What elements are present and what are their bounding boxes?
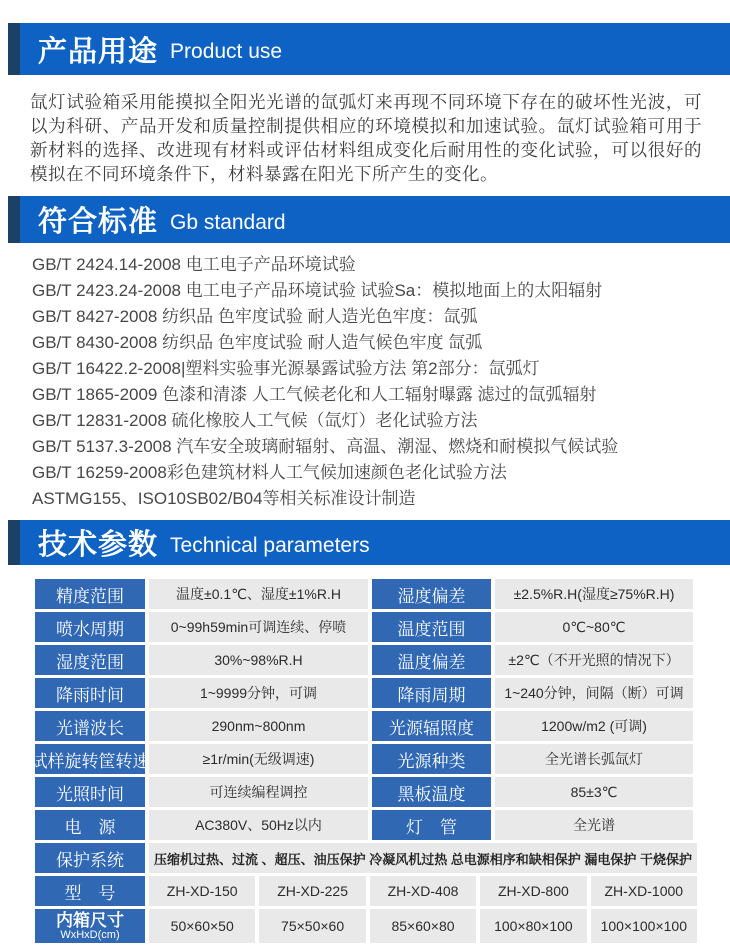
- param-label: 温度偏差: [372, 645, 491, 675]
- param-value: 290nm~800nm: [149, 711, 368, 741]
- param-label: 光照时间: [35, 777, 145, 807]
- standard-line: GB/T 1865-2009 色漆和清漆 人工气候老化和人工辐射曝露 滤过的氙弧辐射: [32, 385, 597, 404]
- dimension-value: 100×80×100: [480, 909, 586, 943]
- banner-bar: [20, 23, 730, 75]
- param-label: 光谱波长: [35, 711, 145, 741]
- param-label: 黑板温度: [372, 777, 491, 807]
- protection-row: [35, 843, 697, 873]
- dimensions-label-sub: WxHxD(cm): [60, 928, 120, 941]
- param-row: [35, 777, 697, 807]
- dimensions-row: [35, 909, 697, 943]
- param-rows: [30, 579, 697, 840]
- model-value: ZH-XD-225: [259, 876, 365, 906]
- dimension-value: 85×60×80: [370, 909, 476, 943]
- param-value: 0℃~80℃: [495, 612, 693, 642]
- dimensions-label-main: 内箱尺寸: [56, 910, 124, 930]
- standard-line: GB/T 8430-2008 纺织品 色牢度试验 耐人造气候色牢度 氙弧: [32, 333, 483, 352]
- param-value: 1200w/m2 (可调): [495, 711, 693, 741]
- section-title-cn: 符合标准: [38, 206, 159, 238]
- param-row: [35, 612, 697, 642]
- model-row: [35, 876, 697, 906]
- dimension-value: 75×50×60: [259, 909, 365, 943]
- param-value: 30%~98%R.H: [149, 645, 368, 675]
- param-row: [35, 645, 697, 675]
- banner-bar: [20, 520, 730, 565]
- model-values: [149, 876, 697, 906]
- model-value: ZH-XD-800: [480, 876, 586, 906]
- section-title-en: Gb standard: [170, 210, 286, 234]
- param-label: 灯 管: [372, 810, 491, 840]
- banner-left-stripe: [8, 196, 20, 243]
- standard-line: GB/T 16259-2008彩色建筑材料人工气候加速颜色老化试验方法: [32, 463, 507, 482]
- standard-line: GB/T 16422.2-2008|塑料实验事光源暴露试验方法 第2部分：氙弧灯: [32, 359, 540, 378]
- param-label: 光源辐照度: [372, 711, 491, 741]
- param-row: [35, 711, 697, 741]
- protection-value: 压缩机过热、过流 、超压、油压保护 冷凝风机过热 总电源相序和缺相保护 漏电保护 干烧保护: [149, 843, 697, 873]
- dimension-values: [149, 909, 697, 943]
- param-value: ±2.5%R.H(湿度≥75%R.H): [495, 579, 693, 609]
- standard-line: GB/T 2423.24-2008 电工电子产品环境试验 试验Sa：模拟地面上的太阳辐射: [32, 281, 603, 300]
- model-label: 型 号: [35, 876, 145, 906]
- section-title-cn: 技术参数: [38, 529, 159, 561]
- model-value: ZH-XD-1000: [591, 876, 697, 906]
- banner-left-stripe: [8, 23, 20, 75]
- param-value: 1~9999分钟，可调: [149, 678, 368, 708]
- parameters-table: [30, 579, 697, 943]
- param-value: 85±3℃: [495, 777, 693, 807]
- param-value: 全光谱长弧氙灯: [495, 744, 693, 774]
- section-title-en: Product use: [170, 40, 283, 63]
- param-row: [35, 678, 697, 708]
- standard-line: GB/T 5137.3-2008 汽车安全玻璃耐辐射、高温、潮湿、燃烧和耐模拟气候试验: [32, 437, 619, 456]
- standard-line: GB/T 12831-2008 硫化橡胶人工气候（氙灯）老化试验方法: [32, 411, 478, 430]
- param-label: 喷水周期: [35, 612, 145, 642]
- section-title-en: Technical parameters: [170, 533, 370, 557]
- param-value: 温度±0.1℃、湿度±1%R.H: [149, 579, 368, 609]
- protection-label: 保护系统: [35, 843, 145, 873]
- dimension-value: 50×60×50: [149, 909, 255, 943]
- param-label: 湿度范围: [35, 645, 145, 675]
- param-label: 降雨时间: [35, 678, 145, 708]
- standards-list: [32, 252, 710, 512]
- param-value: ±2℃（不开光照的情况下）: [495, 645, 693, 675]
- param-row: [35, 579, 697, 609]
- param-value: ≥1r/min(无级调速): [149, 744, 368, 774]
- standard-line: GB/T 2424.14-2008 电工电子产品环境试验: [32, 255, 356, 274]
- param-label: 电 源: [35, 810, 145, 840]
- param-value: 0~99h59min可调连续、停喷: [149, 612, 368, 642]
- standard-line: GB/T 8427-2008 纺织品 色牢度试验 耐人造光色牢度：氙弧: [32, 307, 478, 326]
- banner-left-stripe: [8, 520, 20, 565]
- param-row: [30, 744, 697, 774]
- section-banner-standards: [8, 196, 730, 243]
- product-use-paragraph: 氙灯试验箱采用能摸拟全阳光光谱的氙弧灯来再现不同环境下存在的破坏性光波，可以为科研、产品开发和质量控制提供相应的环境模拟和加速试验。氙灯试验箱可用于新材料的选择、改进现有材料或评估材料组成变化后耐用性的变化试验，可以很好的模拟在不同环境条件下，材料暴露在阳光下所产生的变化。: [30, 92, 702, 184]
- dimensions-label: [35, 909, 145, 943]
- param-label: 降雨周期: [372, 678, 491, 708]
- param-label: 光源种类: [372, 744, 491, 774]
- section-title-cn: 产品用途: [38, 35, 159, 68]
- param-label: 精度范围: [35, 579, 145, 609]
- param-label: 湿度偏差: [372, 579, 491, 609]
- model-value: ZH-XD-408: [370, 876, 476, 906]
- param-value: 可连续编程调控: [149, 777, 368, 807]
- param-label: 试样旋转筐转速: [35, 744, 145, 774]
- model-value: ZH-XD-150: [149, 876, 255, 906]
- standard-line: ASTMG155、ISO10SB02/B04等相关标准设计制造: [32, 489, 416, 508]
- banner-bar: [20, 196, 730, 243]
- param-label: 温度范围: [372, 612, 491, 642]
- param-value: AC380V、50Hz以内: [149, 810, 368, 840]
- section-banner-product-use: [8, 23, 730, 75]
- section-banner-parameters: [8, 520, 730, 565]
- dimension-value: 100×100×100: [591, 909, 697, 943]
- param-value: 1~240分钟，间隔（断）可调: [495, 678, 693, 708]
- param-value: 全光谱: [495, 810, 693, 840]
- param-row: [35, 810, 697, 840]
